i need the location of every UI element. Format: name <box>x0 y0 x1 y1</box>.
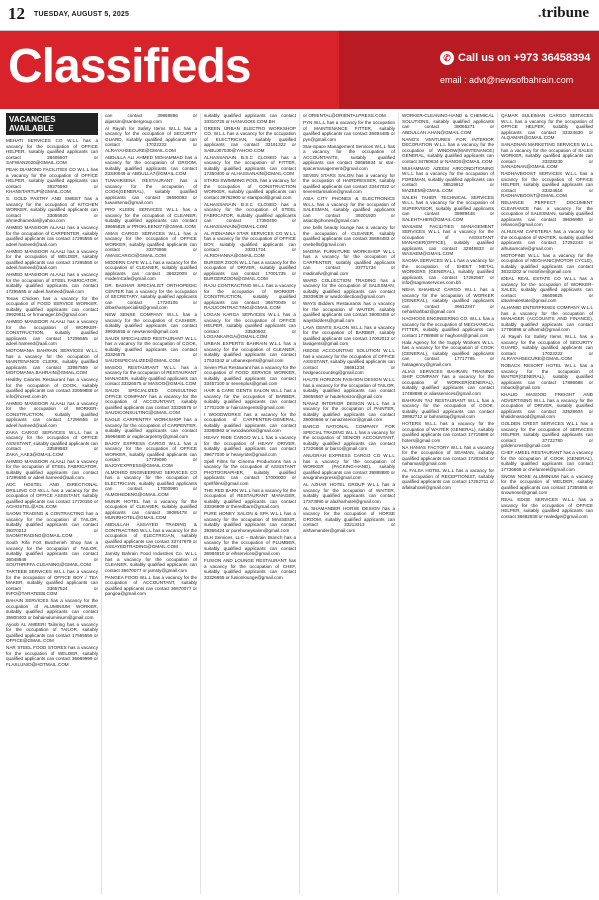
classified-ad: BAJOY EXPRESS CARGO W.L.L has a vacancy for the occupation of OFFICE WORKER, suitably qualified applicants can contact 17739090 or BAJOYEXPRESS@GMAIL.COM <box>105 440 197 468</box>
classified-ad: NANAZ INTERIOR DESIGN W.L.L has a vacancy for the occupation of PAINTER, suitably qualified applicants can contact 39006666 or nanazinterior@gmail.com <box>303 400 395 422</box>
classified-ad: ANUGRAH EXPRESS CARGO CO W.L.L has a vacancy for the occupation of WORKER (PACKING-HAND), suitably qualified applicants can contact 39888880 or anugrahexpress@gmail.com <box>303 453 395 480</box>
classifieds-banner <box>0 31 599 109</box>
column-divider <box>497 113 498 894</box>
page-header <box>0 0 599 31</box>
column-divider <box>398 113 399 894</box>
classified-ad: ELH Services, LLC – Bahrain Branch has a vacancy for the occupation of PLUMBER, suitably qualified applicants can contact 36984810 or elhservices@gmail.com <box>204 534 296 556</box>
classified-ad: ZAKA CARGO SERVICES W.L.L has a vacancy for the occupation of OFFICE ASSISTANT, suitably qualified applicants can contact 33599583 or ZAKA_AAE3@GMAIL.COM <box>6 429 98 457</box>
classified-ad: PRO KLEEN SERVICES W.L.L has a vacancy for the occupation of CLEANER, suitably qualified applicants can contact 39665825 or PROKLEEN377@GMAIL.COM <box>105 207 197 229</box>
classified-ad: DR. BASHAR SPECIALIST ORTHOPEDIC CENTER has a vacancy for the occupation of SECRETARY, suitably qualified applicants can contact 17720105 or drbasharspecialist@gmail.com <box>105 283 197 310</box>
classified-ad: BARCO NATIONAL COMPANY FOR SPECIAL TRADING W.L.L has a vacancy for the occupation of SENIOR ACCOUNTANT, suitably qualified applicants can contact 17226666 or barco@gmail.com <box>303 424 395 451</box>
ad-column <box>105 113 197 894</box>
banner-phone-text: Call us on +973 36458394 <box>458 51 591 64</box>
classified-ad: LAVA GENTS SALON W.L.L has a vacancy for the occupation of BARBER, suitably qualified applicants can contact 17002013 or lavagents@gmail.com <box>303 324 395 346</box>
classified-ad: QAMAR SULEIMAN CARGO SERVICES W.L.L has a vacancy for the occupation of OFFICE HELPER, suitably qualified applicants can contact 33324630 or ALQAMAR@GMAIL.COM <box>501 113 593 140</box>
classified-ad: AL FALSA HOTEL W.L.L has a vacancy for the occupation of RECEPTIONIST, suitably qualified applicants can contact 17252711 or alfalsahotel@gmail.com <box>402 468 494 490</box>
column-divider <box>101 113 102 894</box>
classified-ad: I WOODWORKS has a vacancy for the occupation of CARPENTER-GENERAL, suitably qualified applicants can contact 33388962 or iwoodworks@gmail.com <box>204 411 296 433</box>
classified-ad: THE RED BARN W.L.L has a vacancy for the occupation of RESTAURANT MANAGER, suitably qualified applicants can contact 33336909 or theredbarn@gmail.com <box>204 487 296 509</box>
classified-ad: PYN W.L.L has a vacancy for the occupation of MAINTENANCE FITTER, suitably qualified applicants can contact 36694485 or pyn@gmail.com <box>303 120 395 142</box>
classified-ad: RELIANCE PERFECT DOCUMENT CLEARANCE has a vacancy for the occupation of SALESMAN, suitably qualified applicants can contact 39636990 or reliance@gmail.com <box>501 200 593 227</box>
classified-ad: suitably qualified applicants can contact 33310725 or HANAGOIS.COM.BH <box>204 113 296 124</box>
classified-ad: AHMED MANSOOR ALAALI has a vacancy for the occupation of WELDER, suitably qualified applicants can contact 17295555 or adeel.hameed@aali.com <box>6 248 98 270</box>
ad-column <box>402 113 494 894</box>
classified-ad: MADINA FURNITURE WORKSHOP W.L.L has a vacancy for the occupation of CARPENTER, suitably qualified applicants can contact 33771734 or madinafw@gmail.com <box>303 248 395 276</box>
classified-ad: MODERN CAFE W.L.L has a vacancy for the occupation of CLEANER, suitably qualified applicants can contact 36622009 or modernCafe@gmail.com <box>105 259 197 281</box>
classified-ad: TUWAIRSENA RESTAURANT has a vacancy for the occupation of COOK(GENERAL), suitably qualified applicants can contact 36690093 or tuwairsena@gmail.com <box>105 178 197 205</box>
classified-ad: Healthy Calories Restaurant has a vacancy for the occupation of COOK, suitably qualified applicants can contact 33959888 or info@hcrest.com.bh <box>6 377 98 399</box>
classified-ad: STARS SWIMMING POOL has a vacancy for the occupation of CONSTRUCTION WORKER, suitably qualified applicants can contact 39762900 or starspool@gmail.com <box>204 178 296 200</box>
classified-ad: HEDGE ACCOUNTING SOLUTION W.L.L has a vacancy for the occupation of OFFICE ASSISTANT, suitably qualified applicants can contact 36691234 or hedgeaccounting@gmail.com <box>303 348 395 375</box>
ad-column <box>303 113 395 894</box>
classified-ad: GOLDEN CREST SERVICES W.L.L has a vacancy for the occupation of SERVICES HELPER, suitably qualified applicants can contact 37722780 or goldencrest@gmail.com <box>501 421 593 448</box>
banner-email: email : advt@newsofbahrain.com <box>440 75 574 85</box>
classified-ad: SALEH TAHER TECHNICAL SERVICES W.L.L has a vacancy for the occupation of SUPERVISOR, suitably qualified applicants can contact 35989448 or SALEHTAHER@GMAIL.COM <box>402 194 494 222</box>
classified-ad: Al Rayah for Safety Items W.L.L has a vacancy for the occupation of SECURITY GUARD, suitably qualified applicants can contact 17022222 or ALRAYAHSECURE@GMAIL.COM <box>105 125 197 153</box>
classified-ad: BAHAIN SERVICES has a vacancy for the occupation of ALUMINIUM WORKER, suitably qualified applicants can contact 35800403 or bahainaluminium@gmail.com <box>6 598 98 620</box>
classified-ad: HOTERS W.L.L has a vacancy for the occupation of WAITER (GENERAL), suitably qualified applicants can contact 17715888 or hoters@gmail.com <box>402 421 494 443</box>
classified-ad: CHEF AMEEL RESTAURANT has a vacancy for the occupation of COOK (GENERAL), suitably qualified applicants can contact 17736669 or chefameel@gmail.com <box>501 450 593 472</box>
classified-ad: FUSION AND LOUNGE RESTAURANT has a vacancy for the occupation of CHEF, suitably qualified applicants can contact 33326655 or fusionlounge@gmail.com <box>204 558 296 580</box>
classified-ad: AL AZHAR HOTEL GROUP W.L.L has a vacancy for the occupation of WAITER, suitably qualified applicants can contact 17373990 or alazharhotel@gmail.com <box>303 482 395 504</box>
classified-ad: SAUDI SPECIALIZED RESTAURANT W.L.L has a vacancy for the occupation of COOK, suitably qualified applicants can contact 33326575 or SAUDISPECIALIZED@GMAIL.COM <box>105 335 197 363</box>
ad-column <box>204 113 296 894</box>
classified-ad: SAUDI SPECIALIZED CONSULTING OFFICE COMPANY has a vacancy for the occupation of ACCOUNTANT, suitably qualified applicants can contact 33326575 or SAUDICONSULTING@GMAIL.COM <box>105 388 197 415</box>
classified-ad: LOGAN KARGA SERVICES W.L.L has a vacancy for the occupation of OFFICE HELPER, suitably qualified applicants can contact 33530502 or LOGANKARGA@GMAIL.COM <box>204 312 296 339</box>
classified-ad: WAYS Bidders Restaurants has a vacancy for the occupation of WAITER, suitably qualified applicants can contact 39000456 or waysbidders@gmail.com <box>303 301 395 323</box>
dateline: TUESDAY, AUGUST 5, 2025 <box>34 11 130 18</box>
classified-ad: SAOMI TRADING & CONTRACTING has a vacancy for the occupation of TAILOR, suitably qualified applicants can contact 39370212 or SAOMITRADING@GMAIL.COM <box>6 511 98 538</box>
classified-ad: AL SHAMANDER HORSE DESIGN has a vacancy for the occupation of HORSE GROOM, suitably qualified applicants can contact 33213313 or alshamander@gmail.com <box>303 505 395 533</box>
banner-phone <box>440 51 590 65</box>
classified-ad: MOTOFINE W.L.L has a vacancy for the occupation of MECHANIC(MOTOR CYCLE), suitably qualified applicants can contact 36323202 or motofine@gmail.com <box>501 252 593 274</box>
classified-ad: NA HAMAS FACTORY W.L.L has a vacancy for the occupation of SEAMAN, suitably qualified applicants can contact 17203444 or nahamas@gmail.com <box>402 444 494 466</box>
classified-ad: Hala Agency for the Supply Workers W.L.L has a vacancy for the occupation of COOK (GENERAL), suitably qualified applicants can contact 17717795 or halaagency@gmail.com <box>402 339 494 367</box>
classified-ad: GREEN URBAN ELECTRO WORKSHOP CO. W.L.L has a vacancy for the occupation of ELECTRICIAN, suitably qualified applicants can contact 33161322 or SABUJ07030@YAHOO.COM <box>204 125 296 153</box>
classified-ad: NEHA SHAHBAZ CARGO W.L.L has a vacancy for the occupation of WORKER (GENERAL), suitably qualified applicants can contact 36612347 or nehashahbaz@gmail.com <box>402 287 494 314</box>
classified-ad: S. GOLD PASTRY AND SWEET has a vacancy for the occupation of KITCHEN WORKER, suitably qualified applicants can contact 33055920 or ahmedhamedal@yahoo.com <box>6 196 98 223</box>
classified-ad: ALHASSANAIN B.S.C CLOSED has a vacancy for the occupation of FITTER, suitably qualified applicants can contact 17350400 or ALHASSANAIN@GMAIL.COM <box>204 154 296 176</box>
classified-ad: PURE HONEY SALON & SPA W.L.L has a vacancy for the occupation of MASSEUR, suitably qualified applicants can contact 39366424 or purehoneysalon@gmail.com <box>204 511 296 533</box>
classified-ad: or ORIENTAL@ORIENTALPRESS.COM <box>303 113 386 118</box>
classified-ad: MEHATI SERVICES CO W.L.L has a vacancy for the occupation of OFFICE HELPER, suitably qualified applicants can contact 38405507 or SAFWAN2020@GMAIL.COM <box>6 138 98 165</box>
classified-columns <box>6 113 593 894</box>
classified-ad: ABDULLA ALI AHMED MOHAMMAD has a vacancy for the occupation of GROOM, suitably qualified applicants can contact 33340049 or ABDULLA7@GMAIL.COM <box>105 154 197 176</box>
classified-ad: Ayoob AL AMEERI Tailoring has a vacancy for the occupation of TAILOR, suitably qualified applicants can contact 17555555 or OFFICE@GMAIL.COM <box>6 621 98 643</box>
classified-ad: Al Rayah for Safety Items W.L.L has a vacancy for the occupation of SECURITY GUARD, suitably qualified applicants can contact 17022222 or ALRAYAHSECURE@GMAIL.COM <box>501 334 593 361</box>
classified-ad: MUHAMMAD AZEEM AIRCONDITIONING W.L.L has a vacancy for the occupation of FOREMAN, suitably qualified applicants can contact 38519612 or MAZEEM@GMAIL.COM <box>402 165 494 193</box>
banner-title: Classifieds <box>8 40 251 93</box>
classified-ad: ABDULLAH ASSAYED TRADING & CONTRACTING W.L.L has a vacancy for the occupation of ELECTRICIAN, suitably qualified applicants can contact 33747979 or ASSAYEDTRADING@GMAIL.COM <box>105 522 197 549</box>
classified-ad: WORKER-CLEANING-HAND & CHEMICAL SOLUTIONS, suitably qualified applicants can contact 39065271 or ABDULLAH.AHAN@GMAIL.COM <box>402 113 494 135</box>
classified-ad: AHMED MANSOOR ALAALI has a vacancy for the occupation of CARPENTER, suitably qualified applicants can contact 17295555 or adeel.hameed@aali.com <box>6 225 98 247</box>
classified-ad: PEAK DIAMOND FACILITIES CO W.L.L has a vacancy for the occupation of OFFICE HELPER, suitably qualified applicants can contact 39375593 or KHANSTARTUP@GMAIL.COM <box>6 167 98 194</box>
column-divider <box>299 113 300 894</box>
classified-ad: one bells beauty lounge has a vacancy for the occupation of CLEANER, suitably qualified applicants can contact 36694483 or onebells@gmail.com <box>303 225 395 247</box>
classified-ad: REAL EDGE SERVICES W.L.L has a vacancy for the occupation of OFFICE HELPER, suitably qualified applicants can contact 36682838 or realedge@gmail.com <box>501 497 593 519</box>
classified-ad: SANADNAN MARKETING SERVICES W.L.L has a vacancy for the occupation of SALES WORKER, suitably qualified applicants can contact 33328230 or SANADNAN@GMAIL.COM <box>501 142 593 169</box>
classified-ad: Texas Chicken has a vacancy for the occupation of FOOD SERVICE WORKER, suitably qualified applicants can contact 39929911 or hrmanager.bh@gmail.com <box>6 295 98 317</box>
classified-ad: IDEAL REAL ESTATE CO W.L.L has a vacancy for the occupation of WORKER-SALES, suitably qualified applicants can contact 36609825 or idealrealestate@gmail.com <box>501 276 593 303</box>
classified-ad: AHMED MANSOOR ALAALI has a vacancy for the occupation of STEEL FABRICATOR, suitably qualified applicants can contact 17295555 or adeel.hameed@aali.com <box>6 272 98 294</box>
classified-ad: HAUTE HORIZON FASHION DESIGN W.L.L has a vacancy for the occupation of TAILOR, suitably qualified applicants can contact 36655567 or hautehorizon@gmail.com <box>303 377 395 399</box>
phone-icon: ✆ <box>440 51 454 65</box>
brand-dot: . <box>537 5 542 21</box>
classified-ad: PANGEA FOOD W.L.L has a vacancy for the occupation of ACCOUNTANT, suitably qualified applicants can contact 36670077 or pangea@gmail.com <box>105 574 197 596</box>
classified-ad: AMAS CARGO SERVICES W.L.L has a vacancy for the occupation of OFFICE WORKER, suitably qualified applicants can contact 33376868 or AMASCARGO@GMAIL.COM <box>105 230 197 258</box>
section-heading: VACANCIES AVAILABLE <box>6 113 98 135</box>
brand-name: tribune <box>541 5 589 21</box>
classified-ad: EAGLE CARPENTRY WORKSHOP has a vacancy for the occupation of CARPENTER, suitably qualified applicants can contact 36966680 or eaglecarpentry@gmail.com <box>105 417 197 439</box>
classified-ad: HAGHOOS ENGINEERING CO. W.L.L has a vacancy for the occupation of MECHANICAL FITTER, suitably qualified applicants can contact 17788888 or haghoos@gmail.com <box>402 316 494 338</box>
classified-ad: ADC HOSTEL AND DIRECTIONAL DRILLING CO W.L.L has a vacancy for the occupation of OFFICE ASSISTANT, suitably qualified applicants can contact 17720150 or ACHOSTEL@AOL.COM <box>6 482 98 509</box>
classified-ad: can contact 39868886 or aljassim@sanbergroup.com <box>105 113 197 124</box>
classified-ad: ASIA CITY PHONES & ELECTRONICS W.L.L has a vacancy for the occupation of SALESMAN, suitably qualified applicants can contact 39201920 or asiacityphones@gmail.com <box>303 196 395 223</box>
classified-ad: SAGMA SERVICES W.L.L has a vacancy for the occupation of SHEET METAL WORKERS (GENERAL), suitably qualified applicants can contact 17282567 or info@sagmaservices.com.bh <box>402 258 494 285</box>
classified-ad: BURGER ZOON W.L.L has a vacancy for the occupation of DRIVER, suitably qualified applicants can contact 17001735 or BURGERZOON@GMAIL.COM <box>204 259 296 281</box>
classified-ad: BAHRAIN TAJ RESTAURANT W.L.L has a vacancy for the occupation of COOK, suitably qualified applicants can contact 39992712 or bahraintaj@gmail.com <box>402 397 494 419</box>
classified-ad: RAJU CONTRACTING W.L.L has a vacancy for the occupation of WORKER-CONSTRUCTION, suitably qualified applicants can contact 36670049 or RAJUCONTRACTING@GMAIL.COM <box>204 283 296 310</box>
classified-ad: ALHASSANAIN B.S.C CLOSED has a vacancy for the occupation of STEEL FABRICATOR, suitably qualified applicants can contact 17350400 or ALHASSANAIN@GMAIL.COM <box>204 201 296 229</box>
ad-column <box>6 113 98 894</box>
classified-ad: AL RIDHANNA STAR SERVICES CO W.L.L has a vacancy for the occupation of OFFICE BOY, suitably qualified applicants can contact 33331724 or ALRIDHANNA@GMAIL.COM <box>204 230 296 258</box>
classified-ad: TARTEEB SERVICES W.L.L has a vacancy for the occupation of OFFICE BOY / TEA MAKER, suitably qualified applicants can contact 33657524 or INFO@TARATEEB.COM <box>6 569 98 596</box>
classified-ad: AHMED MANSOOR ALAALI has a vacancy for the occupation of WORKER-CONSTRUCTION, suitably qualified applicants can contact 17295555 or adeel.hameed@aali.com <box>6 319 98 346</box>
page-number: 12 <box>8 4 25 23</box>
classified-ad: HEAVY RIDE CARGO W.L.L has a vacancy for the occupation of HEAVY DRIVER, suitably qualified applicants can contact 39677030 or heavyride@gmail.com <box>204 435 296 457</box>
classified-ad: ALHAMID ENTERPRISES COMPANY W.L.L has a vacancy for the occupation of MANAGER (ACCOUNTS AND FINANCE), suitably qualified applicants can contact 17786898 or alhamid@gmail.com <box>501 305 593 332</box>
classified-ad: ALMOHED ENGINEERING SERVICES CO has a vacancy for the occupation of ELECTRICIAN, suitably qualified applicants can contact 17000990 or ALMOHEDENG@GMAIL.COM <box>105 469 197 497</box>
classified-ad: WARD COLLECTION TRADING has a vacancy for the occupation of SALESMAN, suitably qualified applicants can contact 39339639 or wardcollection@gmail.com <box>303 277 395 299</box>
classified-ad: NEW SENSE COMPANY W.L.L has a vacancy for the occupation of CASHIER, suitably qualified applicants can contact 39935555 or newsense@gmail.com <box>105 312 197 334</box>
classified-ad: AHMED MANSOOR ALAALI has a vacancy for the occupation of WORKER-CONSTRUCTION, suitably qualified applicants can contact 17295555 or adeel.hameed@aali.com <box>6 400 98 428</box>
classified-ad: NANO'S VENTURES FOR INTERIOR DECORATION W.L.L has a vacancy for the occupation of WINDOW(MAINTENANCE) GENERAL, suitably qualified applicants can contact 34750634 or NANOS@GMAIL.COM <box>402 136 494 164</box>
classified-ad: MOTOMANIA BAHRAIN SERVICES W.L.L has a vacancy for the occupation of MAINTENANCE CLERK, suitably qualified applicants can contact 33987559 or MOTOMANIA.BAHRAIN@GMAIL.COM <box>6 348 98 375</box>
classified-ad: Spell Films for Cinema Productions has a vacancy for the occupation of ASSISTANT PHOTOGRAPHER, suitably qualified applicants can contact 17000000 or spellfilms@gmail.com <box>204 458 296 486</box>
classified-ad: SNOW NOSE ALUMINIUM has a vacancy for the occupation of WELDER, suitably qualified applicants can contact 17355555 or snownose@gmail.com <box>501 473 593 495</box>
classified-ad: MUNIR HOTEL has a vacancy for the occupation of CLEANER, suitably qualified applicants can contact 39085478 or MUNIRHOTEL@GMAIL.COM <box>105 498 197 520</box>
classified-ad: ALHUSAM CAFETERIA has a vacancy for the occupation of WAITER, suitably qualified applicants can contact 17252243 or alhusamcafe@gmail.com <box>501 229 593 251</box>
classified-ad: WASAEM FACILITIES MANAGEMENT SERVICES W.L.L has a vacancy for the occupation of ASSISTANT MANAGER(OFFICE), suitably qualified applicants can contact 32849833 or WASAEM@GMAIL.COM <box>402 223 494 256</box>
classified-ad: MASOO RESTAURANT W.L.L has a vacancy for the occupation of RESTAURANT MANAGER, suitably qualified applicants can contact 33326575 or MASOO@GMAIL.COM <box>105 364 197 386</box>
brand-logo <box>538 5 589 22</box>
classified-ad: HAIR & CARE GENTS SALON W.L.L has a vacancy for the occupation of BARBER, suitably qualified applicants can contact 17702109 or haircaregents@gmail.com <box>204 388 296 410</box>
classified-ad: AHMED MANSOOR ALAALI has a vacancy for the occupation of STEEL FABRICATOR, suitably qualified applicants can contact 17295555 or adeel.hameed@aali.com <box>6 458 98 480</box>
classified-ad: South Rifa Fort Butcherieh Shop has a vacancy for the occupation of TAILOR, suitably qualified applicants can contact 36048949 or SOUTHRIFFA.CLEANING@GMAIL.COM <box>6 540 98 567</box>
banner-accent-band <box>339 31 599 109</box>
classified-ad: URBAN EXPERTS BAHRAIN W.L.L has a vacancy for the occupation of CLEANER, suitably qualified applicants can contact 17534342 or urbanexperts@gmail.com <box>204 341 296 363</box>
classified-ad: Star-Space Management Services W.L.L has a vacancy for the occupation of ACCOUNTANTS, suitably qualified applicants can contact 36665834 or star-spacemanagement@gmail.com <box>303 143 395 171</box>
classified-ad: SEVEN STARS SALON has a vacancy for the occupation of HAIRDRESSER, suitably qualified applicants can contact 33447022 or sevenstarssalon@gmail.com <box>303 172 395 194</box>
classified-ad: NAR STEEL FOOD STORES has a vacancy for the occupation of WELDER, suitably qualified applicants can contact 36669999 or FLASLUNIO@HOTMAIL.COM <box>6 645 98 667</box>
classified-ad: Seven Plus Restaurant has a vacancy for the occupation of FOOD SERVICE WORKER, suitably qualified applicants can contact 33457100 or sevenplus@gmail.com <box>204 364 296 386</box>
classified-ad: Jamsty Bahrain Food Industries Co. W.L.L has a vacancy for the occupation of CLEANER, suitably qualified applicants can contact 36670077 or jamsty@gmail.com <box>105 551 197 573</box>
column-divider <box>200 113 201 894</box>
ad-column <box>501 113 593 894</box>
classified-ad: ALIAS SERVICES BAHRAIN TRAINING SHIP COMPANY has a vacancy for the occupation of WORKER(GENERAL), suitably qualified applicants can contact 17488888 or aliasservices@gmail.com <box>402 368 494 396</box>
classified-ad: KHALID MASOOD FREIGHT AND ADVERTISING W.L.L has a vacancy for the occupation of DRIVER, suitably qualified applicants can contact 33528604 or khalidmasood@gmail.com <box>501 392 593 419</box>
classified-ad: ROBACK RESORT HOTEL W.L.L has a vacancy for the occupation of WAITER(GENERAL), suitably qualified applicants can contact 17886688 or roback@gmail.com <box>501 363 593 390</box>
classified-ad: RADHAVBOOST SERVICES W.L.L has a vacancy for the occupation of OFFICE HELPER, suitably qualified applicants can contact 33324616 or RADHAVBOOST@GMAIL.COM <box>501 171 593 198</box>
